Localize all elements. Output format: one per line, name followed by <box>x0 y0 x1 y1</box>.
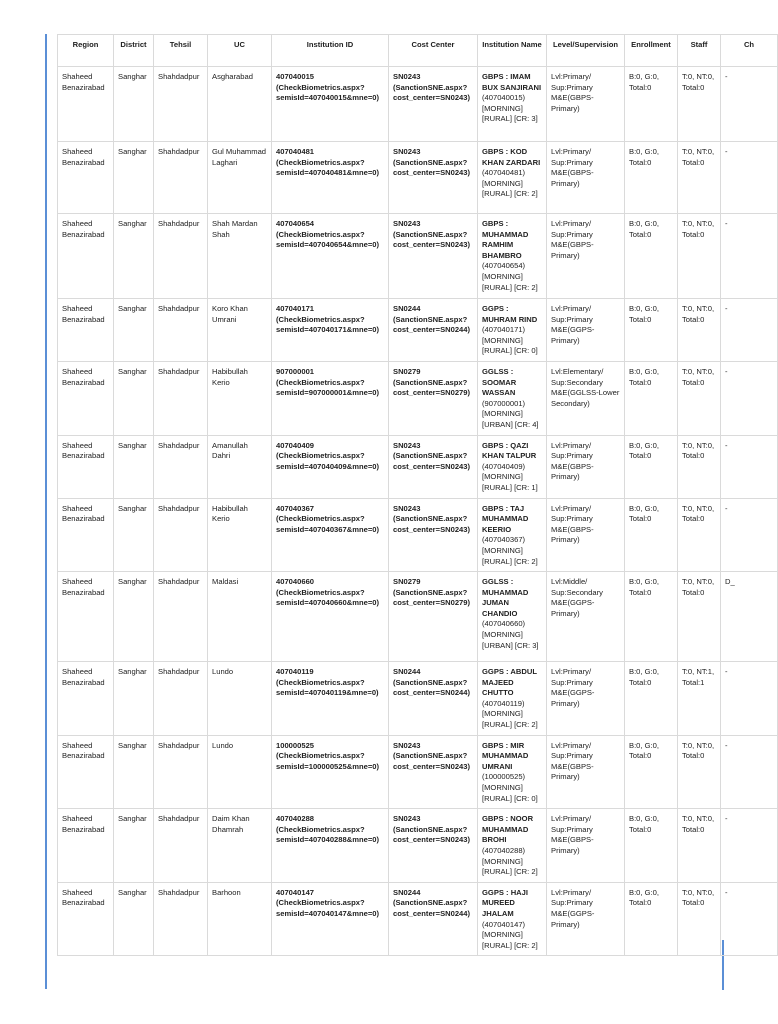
institution-name-title: GBPS : NOOR MUHAMMAD BROHI <box>482 814 534 845</box>
cell-institution-id[interactable]: 100000525 (CheckBiometrics.aspx?semisId=100000525&mne=0) <box>272 735 389 809</box>
institution-name-details: (907000001) [MORNING] [URBAN] [CR: 4] <box>482 398 539 429</box>
cell-ch: - <box>721 809 778 883</box>
institution-name-title: GBPS : QAZI KHAN TALPUR <box>482 440 537 461</box>
table-row <box>58 498 778 572</box>
cell-staff: T:0, NT:0, Total:0 <box>678 882 721 956</box>
column-header-enrollment[interactable]: Enrollment <box>625 35 678 67</box>
table-row <box>58 214 778 299</box>
cell-institution-name <box>478 67 547 142</box>
table-row <box>58 435 778 498</box>
cell-region: Shaheed Benazirabad <box>58 498 114 572</box>
cell-enrollment: B:0, G:0, Total:0 <box>625 572 678 662</box>
cell-uc: Amanullah Dahri <box>208 435 272 498</box>
institution-name-title: GBPS : TAJ MUHAMMAD KEERIO <box>482 503 529 534</box>
cell-institution-id[interactable]: 907000001 (CheckBiometrics.aspx?semisId=907000001&mne=0) <box>272 362 389 436</box>
cell-cost-center[interactable]: SN0244 (SanctionSNE.aspx?cost_center=SN0244) <box>389 882 478 956</box>
cell-tehsil: Shahdadpur <box>154 735 208 809</box>
institution-name-details: (407040015) [MORNING] [RURAL] [CR: 3] <box>482 93 538 124</box>
cell-staff: T:0, NT:0, Total:0 <box>678 299 721 362</box>
institution-name-title: GBPS : IMAM BUX SANJIRANI <box>482 72 542 92</box>
table-row <box>58 882 778 956</box>
cell-institution-id[interactable]: 407040147 (CheckBiometrics.aspx?semisId=407040147&mne=0) <box>272 882 389 956</box>
column-header-institution-id[interactable]: Institution ID <box>272 35 389 67</box>
cell-region: Shaheed Benazirabad <box>58 67 114 142</box>
cell-uc: Gul Muhammad Laghari <box>208 142 272 214</box>
cell-enrollment: B:0, G:0, Total:0 <box>625 67 678 142</box>
cell-enrollment: B:0, G:0, Total:0 <box>625 299 678 362</box>
cell-cost-center[interactable]: SN0243 (SanctionSNE.aspx?cost_center=SN0243) <box>389 67 478 142</box>
cell-ch: - <box>721 882 778 956</box>
cell-institution-name <box>478 735 547 809</box>
cell-district: Sanghar <box>114 809 154 883</box>
cell-cost-center[interactable]: SN0244 (SanctionSNE.aspx?cost_center=SN0244) <box>389 299 478 362</box>
cell-staff: T:0, NT:0, Total:0 <box>678 142 721 214</box>
cell-tehsil: Shahdadpur <box>154 572 208 662</box>
cell-region: Shaheed Benazirabad <box>58 882 114 956</box>
table-header-row <box>58 35 778 67</box>
cell-tehsil: Shahdadpur <box>154 662 208 736</box>
cell-tehsil: Shahdadpur <box>154 435 208 498</box>
cell-enrollment: B:0, G:0, Total:0 <box>625 214 678 299</box>
institutions-table <box>57 34 778 956</box>
cell-staff: T:0, NT:0, Total:0 <box>678 809 721 883</box>
cell-institution-name <box>478 435 547 498</box>
cell-region: Shaheed Benazirabad <box>58 142 114 214</box>
cell-region: Shaheed Benazirabad <box>58 572 114 662</box>
column-header-tehsil[interactable]: Tehsil <box>154 35 208 67</box>
cell-cost-center[interactable]: SN0279 (SanctionSNE.aspx?cost_center=SN0279) <box>389 362 478 436</box>
column-header-uc[interactable]: UC <box>208 35 272 67</box>
cell-institution-name <box>478 498 547 572</box>
cell-district: Sanghar <box>114 362 154 436</box>
cell-district: Sanghar <box>114 214 154 299</box>
cell-level-supervision: Lvl:Primary/ Sup:Primary M&E(GBPS-Primary) <box>547 142 625 214</box>
cell-institution-id[interactable]: 407040171 (CheckBiometrics.aspx?semisId=407040171&mne=0) <box>272 299 389 362</box>
cell-staff: T:0, NT:0, Total:0 <box>678 735 721 809</box>
table-row <box>58 67 778 142</box>
cell-institution-name <box>478 362 547 436</box>
cell-institution-id[interactable]: 407040481 (CheckBiometrics.aspx?semisId=407040481&mne=0) <box>272 142 389 214</box>
cell-uc: Maldasi <box>208 572 272 662</box>
cell-level-supervision: Lvl:Primary/ Sup:Primary M&E(GBPS-Primary) <box>547 214 625 299</box>
cell-district: Sanghar <box>114 735 154 809</box>
table-row <box>58 299 778 362</box>
cell-district: Sanghar <box>114 142 154 214</box>
cell-staff: T:0, NT:0, Total:0 <box>678 572 721 662</box>
cell-enrollment: B:0, G:0, Total:0 <box>625 498 678 572</box>
table-row <box>58 662 778 736</box>
cell-cost-center[interactable]: SN0244 (SanctionSNE.aspx?cost_center=SN0244) <box>389 662 478 736</box>
cell-enrollment: B:0, G:0, Total:0 <box>625 662 678 736</box>
cell-institution-id[interactable]: 407040409 (CheckBiometrics.aspx?semisId=407040409&mne=0) <box>272 435 389 498</box>
cell-cost-center[interactable]: SN0243 (SanctionSNE.aspx?cost_center=SN0243) <box>389 214 478 299</box>
left-border-line <box>45 34 47 989</box>
institution-name-title: GBPS : MIR MUHAMMAD UMRANI <box>482 740 529 771</box>
cell-district: Sanghar <box>114 67 154 142</box>
institution-name-details: (407040288) [MORNING] [RURAL] [CR: 2] <box>482 846 538 877</box>
cell-institution-id[interactable]: 407040660 (CheckBiometrics.aspx?semisId=407040660&mne=0) <box>272 572 389 662</box>
cell-region: Shaheed Benazirabad <box>58 735 114 809</box>
cell-ch: - <box>721 67 778 142</box>
cell-cost-center[interactable]: SN0243 (SanctionSNE.aspx?cost_center=SN0243) <box>389 498 478 572</box>
institution-name-details: (407040409) [MORNING] [RURAL] [CR: 1] <box>482 461 538 492</box>
cell-level-supervision: Lvl:Middle/ Sup:Secondary M&E(GGPS-Primary) <box>547 572 625 662</box>
column-header-district[interactable]: District <box>114 35 154 67</box>
cell-enrollment: B:0, G:0, Total:0 <box>625 809 678 883</box>
cell-institution-id[interactable]: 407040367 (CheckBiometrics.aspx?semisId=407040367&mne=0) <box>272 498 389 572</box>
cell-tehsil: Shahdadpur <box>154 214 208 299</box>
institution-name-details: (407040147) [MORNING] [RURAL] [CR: 2] <box>482 919 538 950</box>
cell-enrollment: B:0, G:0, Total:0 <box>625 435 678 498</box>
cell-region: Shaheed Benazirabad <box>58 662 114 736</box>
cell-uc: Barhoon <box>208 882 272 956</box>
cell-institution-id[interactable]: 407040288 (CheckBiometrics.aspx?semisId=407040288&mne=0) <box>272 809 389 883</box>
cell-region: Shaheed Benazirabad <box>58 299 114 362</box>
institution-name-details: (407040654) [MORNING] [RURAL] [CR: 2] <box>482 261 538 292</box>
column-header-level-supervision[interactable]: Level/Supervision <box>547 35 625 67</box>
cell-uc: Daim Khan Dhamrah <box>208 809 272 883</box>
column-header-region[interactable]: Region <box>58 35 114 67</box>
cell-ch: - <box>721 662 778 736</box>
cell-tehsil: Shahdadpur <box>154 67 208 142</box>
cell-district: Sanghar <box>114 882 154 956</box>
cell-cost-center[interactable]: SN0279 (SanctionSNE.aspx?cost_center=SN0279) <box>389 572 478 662</box>
table-row <box>58 735 778 809</box>
cell-institution-name <box>478 809 547 883</box>
cell-uc: Lundo <box>208 662 272 736</box>
table-body <box>58 67 778 956</box>
cell-level-supervision: Lvl:Primary/ Sup:Primary M&E(GGPS-Primary) <box>547 299 625 362</box>
column-header-ch[interactable]: Ch <box>721 35 778 67</box>
cell-uc: Asgharabad <box>208 67 272 142</box>
column-header-institution-name[interactable]: Institution Name <box>478 35 547 67</box>
table-row <box>58 362 778 436</box>
cell-uc: Lundo <box>208 735 272 809</box>
cell-ch: - <box>721 435 778 498</box>
institution-name-title: GGPS : MUHRAM RIND <box>482 304 538 324</box>
cell-district: Sanghar <box>114 299 154 362</box>
cell-ch: - <box>721 299 778 362</box>
cell-staff: T:0, NT:0, Total:0 <box>678 498 721 572</box>
cell-level-supervision: Lvl:Primary/ Sup:Primary M&E(GBPS-Primary) <box>547 435 625 498</box>
cell-institution-id[interactable]: 407040119 (CheckBiometrics.aspx?semisId=407040119&mne=0) <box>272 662 389 736</box>
cell-cost-center[interactable]: SN0243 (SanctionSNE.aspx?cost_center=SN0243) <box>389 435 478 498</box>
cell-district: Sanghar <box>114 498 154 572</box>
cell-district: Sanghar <box>114 435 154 498</box>
cell-staff: T:0, NT:1, Total:1 <box>678 662 721 736</box>
institutions-grid <box>57 34 768 950</box>
cell-enrollment: B:0, G:0, Total:0 <box>625 882 678 956</box>
cell-staff: T:0, NT:0, Total:0 <box>678 214 721 299</box>
cell-region: Shaheed Benazirabad <box>58 214 114 299</box>
cell-region: Shaheed Benazirabad <box>58 435 114 498</box>
institution-name-title: GGPS : ABDUL MAJEED CHUTTO <box>482 667 537 698</box>
cell-ch: - <box>721 214 778 299</box>
institution-name-title: GGLSS : MUHAMMAD JUMAN CHANDIO <box>482 577 529 618</box>
institution-name-details: (407040660) [MORNING] [URBAN] [CR: 3] <box>482 619 539 650</box>
cell-tehsil: Shahdadpur <box>154 882 208 956</box>
table-row <box>58 142 778 214</box>
table-row <box>58 809 778 883</box>
cell-enrollment: B:0, G:0, Total:0 <box>625 362 678 436</box>
cell-institution-name <box>478 572 547 662</box>
institution-name-details: (407040171) [MORNING] [RURAL] [CR: 0] <box>482 325 538 356</box>
cell-uc: Koro Khan Umrani <box>208 299 272 362</box>
institution-name-details: (407040481) [MORNING] [RURAL] [CR: 2] <box>482 168 538 199</box>
cell-tehsil: Shahdadpur <box>154 299 208 362</box>
cell-staff: T:0, NT:0, Total:0 <box>678 67 721 142</box>
cell-level-supervision: Lvl:Primary/ Sup:Primary M&E(GGPS-Primary) <box>547 882 625 956</box>
column-header-staff[interactable]: Staff <box>678 35 721 67</box>
cell-cost-center[interactable]: SN0243 (SanctionSNE.aspx?cost_center=SN0243) <box>389 142 478 214</box>
cell-staff: T:0, NT:0, Total:0 <box>678 435 721 498</box>
cell-ch: - <box>721 735 778 809</box>
cell-institution-name <box>478 214 547 299</box>
institution-name-details: (100000525) [MORNING] [RURAL] [CR: 0] <box>482 772 538 803</box>
cell-district: Sanghar <box>114 662 154 736</box>
institution-name-details: (407040119) [MORNING] [RURAL] [CR: 2] <box>482 698 538 730</box>
cell-cost-center[interactable]: SN0243 (SanctionSNE.aspx?cost_center=SN0243) <box>389 809 478 883</box>
cell-institution-name <box>478 882 547 956</box>
cell-tehsil: Shahdadpur <box>154 809 208 883</box>
cell-institution-name <box>478 299 547 362</box>
cell-enrollment: B:0, G:0, Total:0 <box>625 142 678 214</box>
cell-institution-name <box>478 662 547 736</box>
cell-tehsil: Shahdadpur <box>154 498 208 572</box>
column-header-cost-center[interactable]: Cost Center <box>389 35 478 67</box>
cell-ch: - <box>721 362 778 436</box>
cell-region: Shaheed Benazirabad <box>58 362 114 436</box>
table-row <box>58 572 778 662</box>
institution-name-details: (407040367) [MORNING] [RURAL] [CR: 2] <box>482 535 538 566</box>
cell-ch: D_ <box>721 572 778 662</box>
cell-level-supervision: Lvl:Elementary/ Sup:Secondary M&E(GGLSS-Lower Secondary) <box>547 362 625 436</box>
cell-staff: T:0, NT:0, Total:0 <box>678 362 721 436</box>
cell-level-supervision: Lvl:Primary/ Sup:Primary M&E(GGPS-Primary) <box>547 662 625 736</box>
cell-level-supervision: Lvl:Primary/ Sup:Primary M&E(GBPS-Primary) <box>547 67 625 142</box>
cell-institution-id[interactable]: 407040015 (CheckBiometrics.aspx?semisId=407040015&mne=0) <box>272 67 389 142</box>
cell-level-supervision: Lvl:Primary/ Sup:Primary M&E(GBPS-Primary) <box>547 735 625 809</box>
cell-uc: Shah Mardan Shah <box>208 214 272 299</box>
cell-district: Sanghar <box>114 572 154 662</box>
cell-institution-id[interactable]: 407040654 (CheckBiometrics.aspx?semisId=407040654&mne=0) <box>272 214 389 299</box>
cell-region: Shaheed Benazirabad <box>58 809 114 883</box>
cell-level-supervision: Lvl:Primary/ Sup:Primary M&E(GBPS-Primary) <box>547 498 625 572</box>
cell-institution-name <box>478 142 547 214</box>
cell-ch: - <box>721 142 778 214</box>
cell-cost-center[interactable]: SN0243 (SanctionSNE.aspx?cost_center=SN0243) <box>389 735 478 809</box>
cell-tehsil: Shahdadpur <box>154 142 208 214</box>
cell-tehsil: Shahdadpur <box>154 362 208 436</box>
institution-name-title: GGLSS : SOOMAR WASSAN <box>482 367 517 398</box>
cell-enrollment: B:0, G:0, Total:0 <box>625 735 678 809</box>
cell-uc: Habibullah Kerio <box>208 362 272 436</box>
cell-uc: Habibullah Kerio <box>208 498 272 572</box>
cell-ch: - <box>721 498 778 572</box>
institution-name-title: GBPS : MUHAMMAD RAMHIM BHAMBRO <box>482 219 529 260</box>
institution-name-title: GBPS : KOD KHAN ZARDARI <box>482 147 541 167</box>
institution-name-title: GGPS : HAJI MUREED JHALAM <box>482 887 528 918</box>
cell-level-supervision: Lvl:Primary/ Sup:Primary M&E(GBPS-Primary) <box>547 809 625 883</box>
